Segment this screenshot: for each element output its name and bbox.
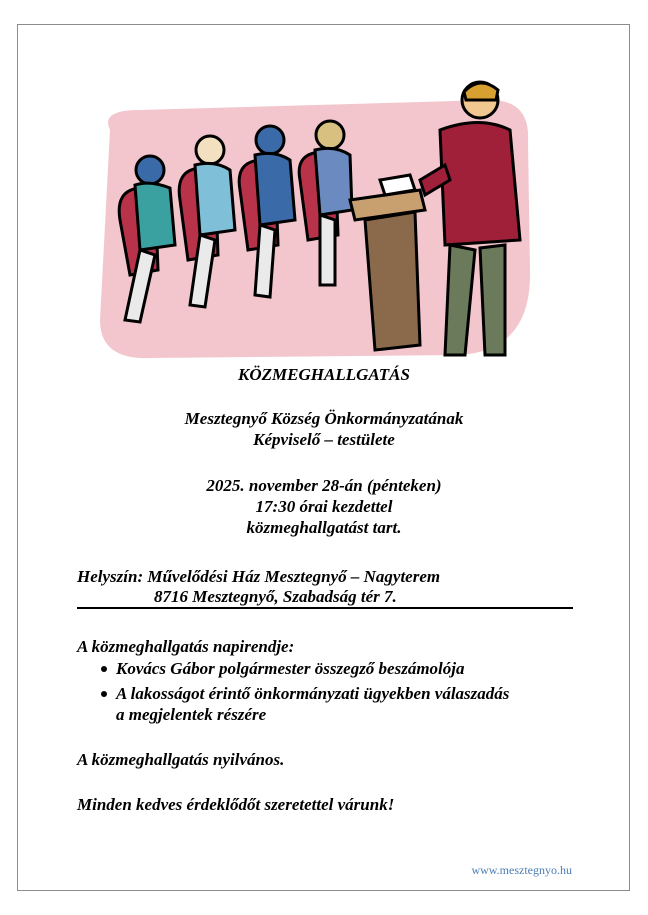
venue-line-2: 8716 Mesztegnyő, Szabadság tér 7. xyxy=(154,587,397,606)
bullet-icon xyxy=(101,691,107,697)
date-line: 2025. november 28-án (pénteken) xyxy=(206,476,442,495)
time-line: 17:30 órai kezdettel xyxy=(255,497,393,516)
notice-title: KÖZMEGHALLGATÁS xyxy=(238,365,410,384)
agenda-item-1: Kovács Gábor polgármester összegző beszámolója xyxy=(116,659,465,678)
invitation: Minden kedves érdeklődőt szeretettel várunk! xyxy=(77,795,395,814)
organizer-line-2: Képviselő – testülete xyxy=(253,430,395,449)
public-note: A közmeghallgatás nyilvános. xyxy=(77,750,285,769)
agenda-item-2-continued: a megjelentek részére xyxy=(116,705,267,724)
action-line: közmeghallgatást tart. xyxy=(246,518,402,537)
agenda-item-2: A lakosságot érintő önkormányzati ügyekben válaszadás xyxy=(116,684,510,703)
bullet-icon xyxy=(101,666,107,672)
organizer-line-1: Mesztegnyő Község Önkormányzatának xyxy=(184,409,464,428)
public-meeting-clipart-icon xyxy=(80,70,558,366)
venue-line-1: Helyszín: Művelődési Ház Mesztegnyő – Nagyterem xyxy=(77,567,441,586)
agenda-heading: A közmeghallgatás napirendje: xyxy=(77,637,295,656)
footer-url[interactable]: www.mesztegnyo.hu xyxy=(471,863,572,877)
venue-underline xyxy=(77,607,573,609)
